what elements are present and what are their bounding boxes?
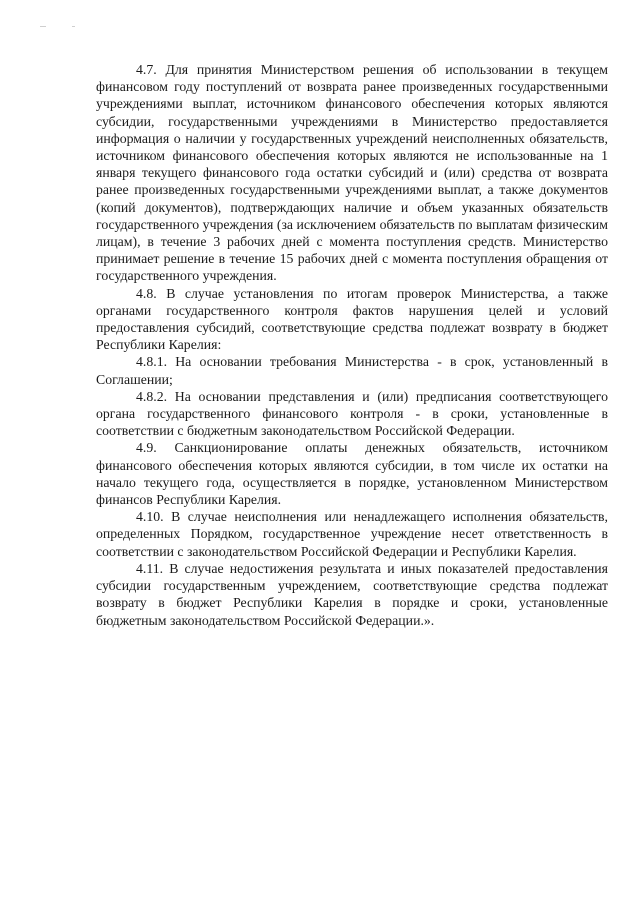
document-body (96, 61, 608, 629)
scan-artifact-mark (40, 26, 46, 27)
paragraph-4-9: 4.9. Санкционирование оплаты денежных обязательств, источником финансового обеспечения которых являются субсидии, в том числе их остатки на начало текущего года, осуществляется в порядке, установленном Министерством финансов Республики Карелия. (96, 440, 608, 508)
paragraph-4-8-1: 4.8.1. На основании требования Министерства - в срок, установленный в Соглашении; (96, 354, 608, 387)
scan-artifact-mark (72, 26, 75, 27)
paragraph-4-7: 4.7. Для принятия Министерством решения об использовании в текущем финансовом году поступлений от возврата ранее произведенных государственными учреждениями выплат, источником финансового обеспечения которых являются субсидии, государственными учреждениями в Министерство предоставляется информация о наличии у государственных учреждений неисполненных обязательств, источником финансового обеспечения которых являются не использованные на 1 января текущего финансового года остатки субсидий и (или) средства от возврата ранее произведенных государственными учреждениями выплат, а также документов (копий документов), подтверждающих наличие и объем указанных обязательств государственного учреждения (за исключением обязательств по выплатам физическим лицам), в течение 3 рабочих дней с момента поступления средств. Министерство принимает решение в течение 15 рабочих дней с момента поступления обращения от государственного учреждения. (96, 62, 608, 284)
paragraph-4-11: 4.11. В случае недостижения результата и иных показателей предоставления субсидии государственным учреждением, соответствующие средства подлежат возврату в бюджет Республики Карелия в порядке и сроки, установленные бюджетным законодательством Российской Федерации.». (96, 560, 608, 628)
paragraph-4-10: 4.10. В случае неисполнения или ненадлежащего исполнения обязательств, определенных Порядком, государственное учреждение несет ответственность в соответствии с законодательством Российской Федерации и Республики Карелия. (96, 509, 608, 559)
paragraph-4-8: 4.8. В случае установления по итогам проверок Министерства, а также органами государственного контроля фактов нарушения целей и условий предоставления субсидий, соответствующие средства подлежат возврату в бюджет Республики Карелия: (96, 285, 608, 353)
paragraph-4-8-2: 4.8.2. На основании представления и (или) предписания соответствующего органа государственного финансового контроля - в сроки, установленные в соответствии с бюджетным законодательством Российской Федерации. (96, 388, 608, 439)
